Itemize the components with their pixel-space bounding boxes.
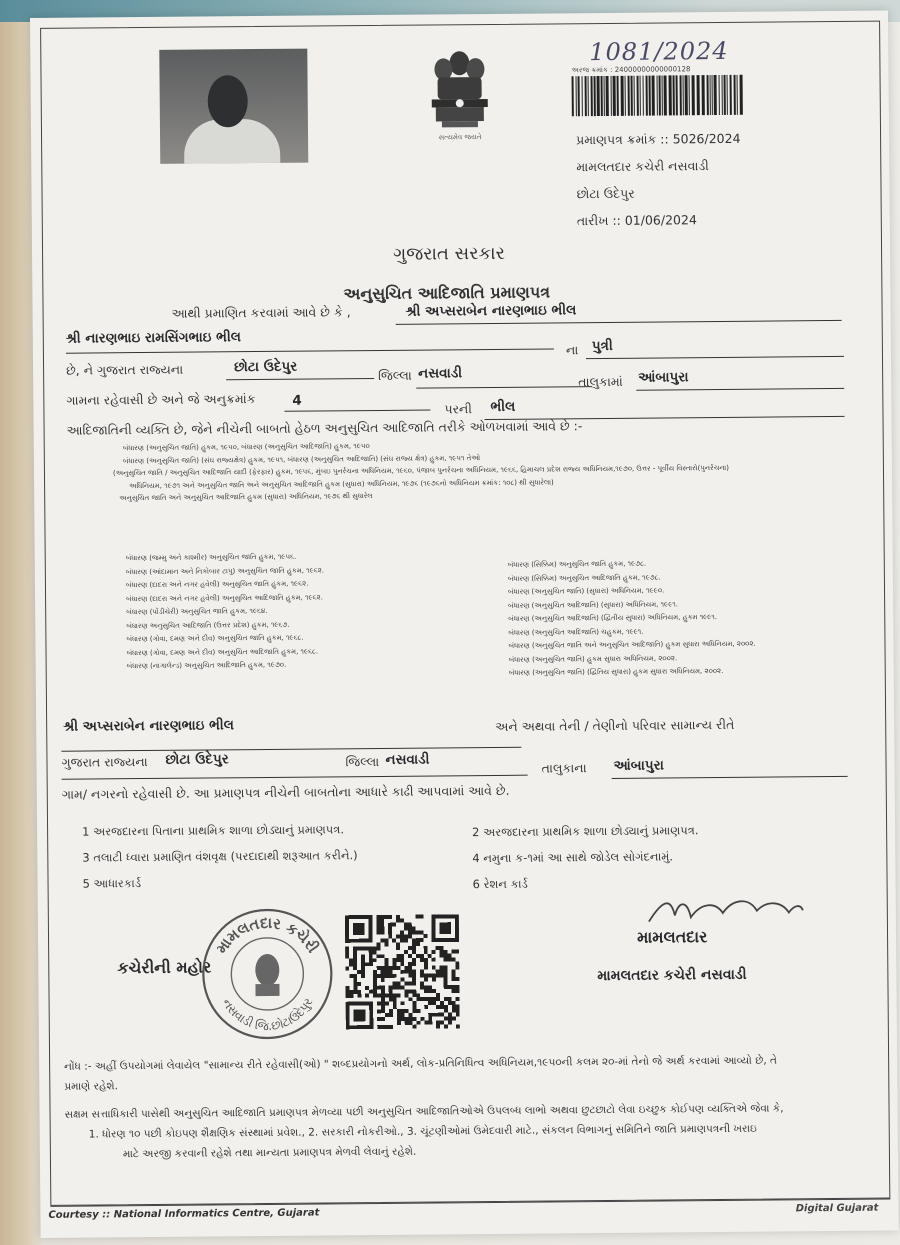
issuing-office: મામલતદાર કચેરી નસવાડી [576, 158, 709, 175]
pari-label: પરની [444, 401, 472, 417]
barcode-bar [669, 75, 672, 115]
qr-icon [345, 913, 460, 1030]
underline [284, 410, 430, 412]
underline [612, 776, 848, 779]
order-item: બંધારણ (અનુસુચિત આદિજાતિ) ચહુકમ, ૧૯૯૧. [508, 627, 644, 637]
underline [226, 378, 374, 380]
legal-line: અનુસુચિત જાતિ અને અનુસુચિત આદિજાતિ હુકમ (સુધારા) અધિનિયમ, ૧૯૭૬ થી સુધારેલ [119, 492, 373, 503]
order-item: બંધારણ (અનુસુચિત જાતિ) (દ્વિતિય સુધારા) હુકમ સુધારા અધિનિયમ, ૨૦૦૨. [508, 666, 724, 677]
certificate-sheet [30, 11, 899, 1238]
underline [586, 356, 844, 359]
barcode-bar [673, 75, 675, 115]
order-item: બંધારણ અનુસુચિત આદિજાતિ (ઉત્તર પ્રદેશ) હુકમ, ૧૯૬૭. [126, 620, 290, 630]
notes [64, 1050, 865, 1165]
village: આંબાપુરા [638, 369, 689, 386]
order-item: બંધારણ (અનુસુચિત જાતિ) (સુધારા) અધિનિયમ, ૧૯૯૦. [507, 586, 665, 596]
certificate-title: અનુસુચિત આદિજાતિ પ્રમાણપત્ર [343, 282, 551, 304]
order-item: બંધારણ (આંદામાન અને નિકોબાર ટાપુ) અનુસુચિત જાતિ હુકમ, ૧૯૬૨. [125, 565, 325, 576]
barcode-bar [640, 76, 641, 116]
barcode-bar [597, 76, 600, 116]
barcode-bar [727, 75, 728, 115]
order-item: બંધારણ (દાદરા અને નગર હવેલી) અનુસુચિત આદિજાતિ હુકમ, ૧૯૬૨. [126, 592, 323, 603]
order-item: બંધારણ (જમ્મુ અને કાશ્મીર) અનુસુચિત જાતિ હુકમ, ૧૯૫૬. [125, 552, 297, 563]
district-label: જિલ્લા [378, 367, 412, 383]
barcode-bar [730, 75, 732, 115]
signature-icon [645, 890, 805, 931]
stamp-icon [197, 901, 338, 1042]
legal-line: અધિનિયમ, ૧૯૭૧ અને અનુસુચિત જાતિ અને અનુસુચિત આદિજાતિ હુકમ (સુધારા) અધિનિયમ, ૧૯૭૬ (૧૯૭૬નો અધિનિયમ ક્રમાંક: ૧૦૮) થી સુધારેલા) [129, 477, 554, 490]
order-item: બંધારણ (સિક્કિમ) અનુસુચિત જાતિ હુકમ, ૧૯૭૮. [507, 559, 647, 569]
signatory-title: મામલતદાર [636, 927, 708, 947]
footer-courtesy: Courtesy :: National Informatics Centre, Gujarat [48, 1207, 320, 1221]
orders-list-left [126, 549, 457, 673]
document-item: 4 નમુના ક-૧માં આ સાથે જોડેલ સોગંદનામું. [472, 849, 674, 866]
signatory-office: મામલતદાર કચેરી નસવાડી [597, 966, 747, 985]
barcode-bar [702, 75, 705, 115]
barcode-bar [582, 76, 583, 116]
emblem-caption: સત્યમેવ જયતે [438, 133, 482, 142]
barcode-bar [637, 76, 639, 116]
taluka-label-2: તાલુકાના [541, 760, 587, 776]
order-item: બંધારણ (સિક્કિમ) અનુસુચિત આદિજાતિ હુકમ, ૧૯૭૮. [507, 573, 661, 583]
barcode-bar [689, 75, 690, 115]
order-item: બંધારણ (અનુસુચિત જાતિ અને અનુસુચિત આદિજાતિ) હુકમ સુધારા અધિનિયમ, ૨૦૦૨. [508, 639, 756, 650]
intro-text: આથી પ્રમાણિત કરવામાં આવે છે કે , [171, 304, 351, 321]
certificate-frame [40, 21, 890, 1206]
underline [416, 386, 592, 389]
legal-line: (અનુસુચિત જાતિ / અનુસુચિત આદિજાતિ યાદી (ફેરફાર) હુકમ, ૧૯૫૬, મુંબઇ પુનર્રચના અધિનિયમ, ૧૯૬૦, પંજાબ પુનર્રચના અધિનિયમ, ૧૯૬૬, હિમાચલ પ્રદેશ રાજ્ય અધિનિયમ,૧૯૭૦, ઉત્તર - પૂર્વીય વિસ્તારો(પુનર્રચના) [112, 463, 730, 478]
family-text: અને અથવા તેની / તેણીનો પરિવાર સામાન્ય રીતે [495, 716, 735, 734]
barcode-bar [737, 75, 738, 115]
legal-line: બંધારણ (અનુસુચિત જાતિ) હુકમ, ૧૯૫૦, બંધારણ (અનુસુચિત આદિજાતિ) હુકમ, ૧૯૫૦ [122, 442, 370, 453]
taluka-value: નસવાડી [418, 365, 463, 382]
underline [66, 348, 554, 353]
order-item: બંધારણ (ગોવા, દમણ અને દીવ) અનુસુચિત જાતિ હુકમ, ૧૯૬૮. [126, 633, 304, 644]
certificate-number: પ્રમાણપત્ર ક્રમાંક :: 5026/2024 [576, 130, 741, 148]
serial-number: 4 [292, 392, 302, 409]
barcode-bar [617, 76, 619, 116]
barcode-bar [646, 76, 648, 116]
issuing-place: છોટા ઉદેપુર [576, 185, 635, 202]
taluka-value-2: નસવાડી [385, 751, 430, 768]
district-value: છોટા ઉદેપુર [233, 358, 298, 376]
recognized-text: આદિજાતિની વ્યક્તિ છે, જેને નીચેની બાબતો હેઠળ અનુસુચિત આદિજાતિ તરીકે ઓળખવામાં આવે છે :- [66, 418, 583, 438]
note-line: 1. ધોરણ ૧૦ પછી કોઇપણ શૈક્ષણિક સંસ્થામાં પ્રવેશ., 2. સરકારી નોકરીઓ., 3. ચૂંટણીઓમાં ઉમેદવારી માટે., સંકલન વિભાગનું સમિતિને જાતિ પ્રમાણપત્રની ખરાઇ [88, 1122, 757, 1141]
underline [396, 320, 842, 325]
barcode-bar [631, 76, 633, 116]
barcode-bar [719, 75, 720, 115]
barcode [572, 75, 744, 116]
village-2: આંબાપુરા [613, 757, 664, 774]
footer-brand: Digital Gujarat [795, 1202, 879, 1215]
barcode-bar [591, 76, 593, 116]
note-line: સક્ષમ સત્તાધિકારી પાસેથી અનુસુચિત આદિજાતિ પ્રમાણપત્ર મેળવ્યા પછી અનુસુચિત આદિજાતિઓએ ઉપલબ્ધ લાભો અથવા છુટછાટો લેવા ઇચ્છુક કોઈપણ વ્યક્તિએ જેવા કે, [64, 1102, 784, 1121]
resident-text: ગામના રહેવાસી છે અને જે અનુક્રમાંક [66, 391, 256, 408]
qr-code [345, 913, 460, 1030]
barcode-bar [628, 76, 630, 116]
barcode-bar [625, 76, 626, 116]
barcode-bar [659, 75, 661, 115]
barcode-bar [724, 75, 726, 115]
barcode-bar [652, 76, 655, 116]
applicant-name-2: શ્રી અપ્સરાબેન નારણભાઇ ભીલ [63, 717, 234, 735]
taluka-label: તાલુકામાં [578, 373, 623, 390]
barcode-bar [697, 75, 700, 115]
barcode-bar [601, 76, 603, 116]
barcode-bar [676, 75, 678, 115]
tribe-name: ભીલ [490, 398, 516, 415]
barcode-bar [621, 76, 624, 116]
note-line: પ્રમાણે રહેશે. [64, 1080, 119, 1093]
relation: પુત્રી [591, 337, 613, 355]
barcode-bar [685, 75, 688, 115]
document-item: 1 અરજદારના પિતાના પ્રાથમિક શાળા છોડ્યાનું પ્રમાણપત્ર. [82, 822, 345, 839]
barcode-bar [585, 76, 587, 116]
order-item: બંધારણ (અનુસુચિત આદિજાતિ) (સુધારા) અધિનિયમ, ૧૯૯૧. [508, 599, 679, 610]
barcode-caption: અરજ ક્રમાંક : 24000000000000128 [571, 65, 691, 75]
state-label-2: ગુજરાત રાજ્યના [61, 754, 148, 770]
applicant-photo [159, 49, 308, 164]
svg-text:મામલતદાર કચેરી [212, 913, 322, 957]
barcode-bar [714, 75, 717, 115]
barcode-bar [613, 76, 616, 116]
barcode-bar [680, 75, 682, 115]
barcode-bar [664, 75, 667, 115]
state-prefix: છે, ને ગુજરાત રાજ્યના [66, 361, 184, 378]
note-line: માટે અરજી કરવાની રહેશે તથા માન્યતા પ્રમાણપત્ર મેળવી લેવાનું રહેશે. [122, 1145, 417, 1161]
barcode-bar [594, 76, 596, 116]
stamp-bottom-text: નસવાડી જિ.છોટાઉદેપુર [219, 995, 316, 1034]
stamp-top-text: મામલતદાર કચેરી [212, 913, 322, 957]
district-value-2: છોટા ઉદેપુર [165, 751, 229, 768]
handwritten-number: 1081/2024 [589, 36, 729, 67]
office-seal-label: કચેરીની મહોર [117, 957, 212, 978]
document-item: 3 તલાટી ધ્વારા પ્રમાણિત વંશવૃક્ષ (પરદાદાથી શરૂઆત કરીને.) [82, 848, 358, 865]
order-item: બંધારણ (દાદરા અને નગર હવેલી) અનુસુચિત જાતિ હુકમ, ૧૯૬૨. [125, 579, 309, 590]
barcode-bar [643, 76, 644, 116]
govt-title: ગુજરાત સરકાર [392, 242, 506, 265]
document-item: 5 આધારકાર્ડ [82, 876, 142, 891]
photo-head [208, 75, 248, 127]
document-item: 6 રેશન કાર્ડ [472, 876, 528, 892]
barcode-bar [734, 75, 736, 115]
barcode-bar [606, 76, 609, 116]
barcode-bar [578, 76, 580, 116]
order-item: બંધારણ (અનુસુચિત જાતિ) હુકમ સુધારા અધિનિયમ, ૨૦૦૨. [508, 653, 678, 664]
na-label: ના [565, 342, 579, 358]
order-item: બંધારણ (અનુસુચિત આદિજાતિ) (દ્વિતીય સુધારા) અધિનિયમ, હુકમ ૧૯૯૧. [508, 613, 718, 623]
basis-text: ગામ/ નગરનો રહેવાસી છે. આ પ્રમાણપત્ર નીચેની બાબતોના આધારે કાઢી આપવામાં આવે છે. [61, 782, 510, 802]
underline [636, 388, 844, 391]
emblem-icon [421, 47, 498, 134]
barcode-bar [707, 75, 709, 115]
underline [61, 747, 521, 752]
barcode-bar [634, 76, 635, 116]
order-item: બંધારણ (પોંડીચેરી) અનુસુચિત જાતિ હુકમ, ૧૯૬૪. [126, 606, 268, 617]
barcode-bar [692, 75, 695, 115]
underline [62, 775, 528, 780]
national-emblem [421, 47, 498, 148]
order-item: બંધારણ (નાગાલેન્ડ) અનુસુચિત આદિજાતિ હુકમ, ૧૯૭૦. [126, 660, 287, 671]
legal-line: બંધારણ (અનુસુચિત જાતિ) (સંઘ રાજ્યક્ષેત્ર) હુકમ, ૧૯૫૧, બંધારણ (અનુસુચિત આદિજાતિ) (સંઘ રાજ્ય ક્ષેત્ર) હુકમ, ૧૯૫૧ તેઓ [122, 453, 481, 465]
district-label-2: જિલ્લા [345, 753, 380, 770]
legal-references [112, 436, 844, 505]
document-item: 2 અરજદારના પ્રાથમિક શાળા છોડ્યાનું પ્રમાણપત્ર. [472, 823, 699, 840]
issue-date: તારીખ :: 01/06/2024 [576, 212, 697, 229]
applicant-name: શ્રી અપ્સરાબેન નારણભાઇ ભીલ [405, 302, 577, 320]
order-item: બંધારણ (ગોવા, દમણ અને દીવ) અનુસુચિત આદિજાતિ હુકમ, ૧૯૬૮. [126, 647, 319, 657]
orders-list-right [508, 556, 849, 680]
barcode-bar [588, 76, 589, 116]
parent-name: શ્રી નારણભાઇ રામસિંગભાઇ ભીલ [65, 329, 242, 347]
barcode-bar [649, 76, 651, 116]
note-line: નોંધ :- અહીં ઉપયોગમાં લેવાયેલ "સામાન્ય રીતે રહેવાસી(ઓ) " શબ્દપ્રયોગનો અર્થ, લોક-પ્રતિનિધિત્વ અધિનિયમ,૧૯૫૦ની કલમ ૨૦-માં તેનો જે અર્થ કરવામાં આવ્યો છે, તે [64, 1054, 778, 1073]
office-stamp [197, 901, 338, 1042]
barcode-bar [572, 76, 574, 116]
barcode-bar [740, 75, 743, 115]
